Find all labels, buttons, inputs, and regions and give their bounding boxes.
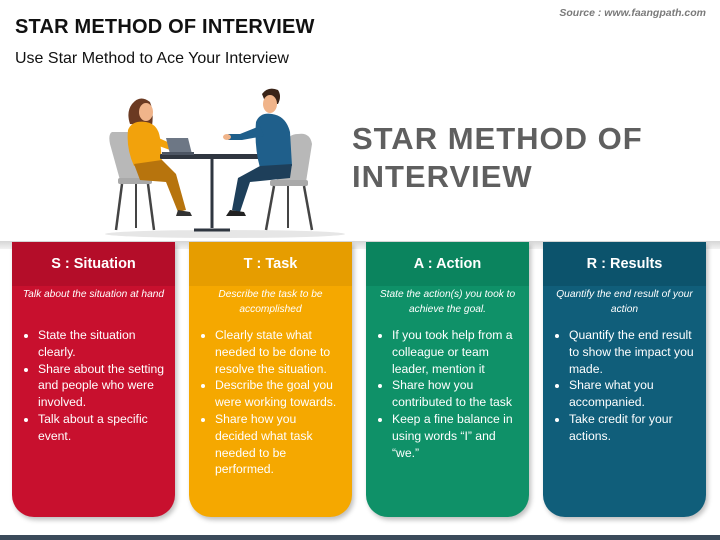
card-bullet: • Take credit for your actions. (569, 411, 696, 445)
card-bullet: • Share how you decided what task needed to be performed. (215, 411, 342, 478)
card-bullet-list (12, 327, 175, 445)
card-bullet: • Quantify the end result to show the impact you made. (569, 327, 696, 377)
card-heading: R : Results (543, 242, 706, 286)
star-card (543, 242, 706, 517)
hero-title-line-1: STAR METHOD OF (352, 121, 643, 156)
card-bullet-list (189, 327, 352, 478)
card-bullet-list (543, 327, 706, 445)
star-card (12, 242, 175, 517)
card-bullet: • Talk about a specific event. (38, 411, 165, 445)
card-bullet-list (366, 327, 529, 461)
page-subtitle: Use Star Method to Ace Your Interview (15, 50, 289, 67)
hero-title (352, 120, 643, 196)
source-credit: Source : www.faangpath.com (559, 7, 706, 19)
card-heading: S : Situation (12, 242, 175, 286)
hero-title-line-2: INTERVIEW (352, 159, 533, 194)
card-description: Describe the task to be accomplished (218, 289, 323, 315)
card-bullet: • Share what you accompanied. (569, 377, 696, 411)
card-description: Talk about the situation at hand (22, 289, 165, 300)
card-bullet: • Share how you contributed to the task (392, 377, 519, 411)
star-card (189, 242, 352, 517)
card-bullet: • If you took help from a colleague or team leader, mention it (392, 327, 519, 377)
card-description: Quantify the end result of your action (556, 289, 693, 315)
card-description: State the action(s) you took to achieve the goal. (379, 289, 516, 315)
page-title: STAR METHOD OF INTERVIEW (15, 16, 315, 38)
footer-bar (0, 535, 720, 540)
card-bullet: • Clearly state what needed to be done to resolve the situation. (215, 327, 342, 377)
card-bullet: • Share about the setting and people who were involved. (38, 361, 165, 411)
interview-illustration (100, 82, 350, 242)
star-card (366, 242, 529, 517)
card-bullet: • Keep a fine balance in using words “I” and “we.” (392, 411, 519, 461)
card-heading: T : Task (189, 242, 352, 286)
card-bullet: • Describe the goal you were working towards. (215, 377, 342, 411)
card-bullet: • State the situation clearly. (38, 327, 165, 361)
card-heading: A : Action (366, 242, 529, 286)
